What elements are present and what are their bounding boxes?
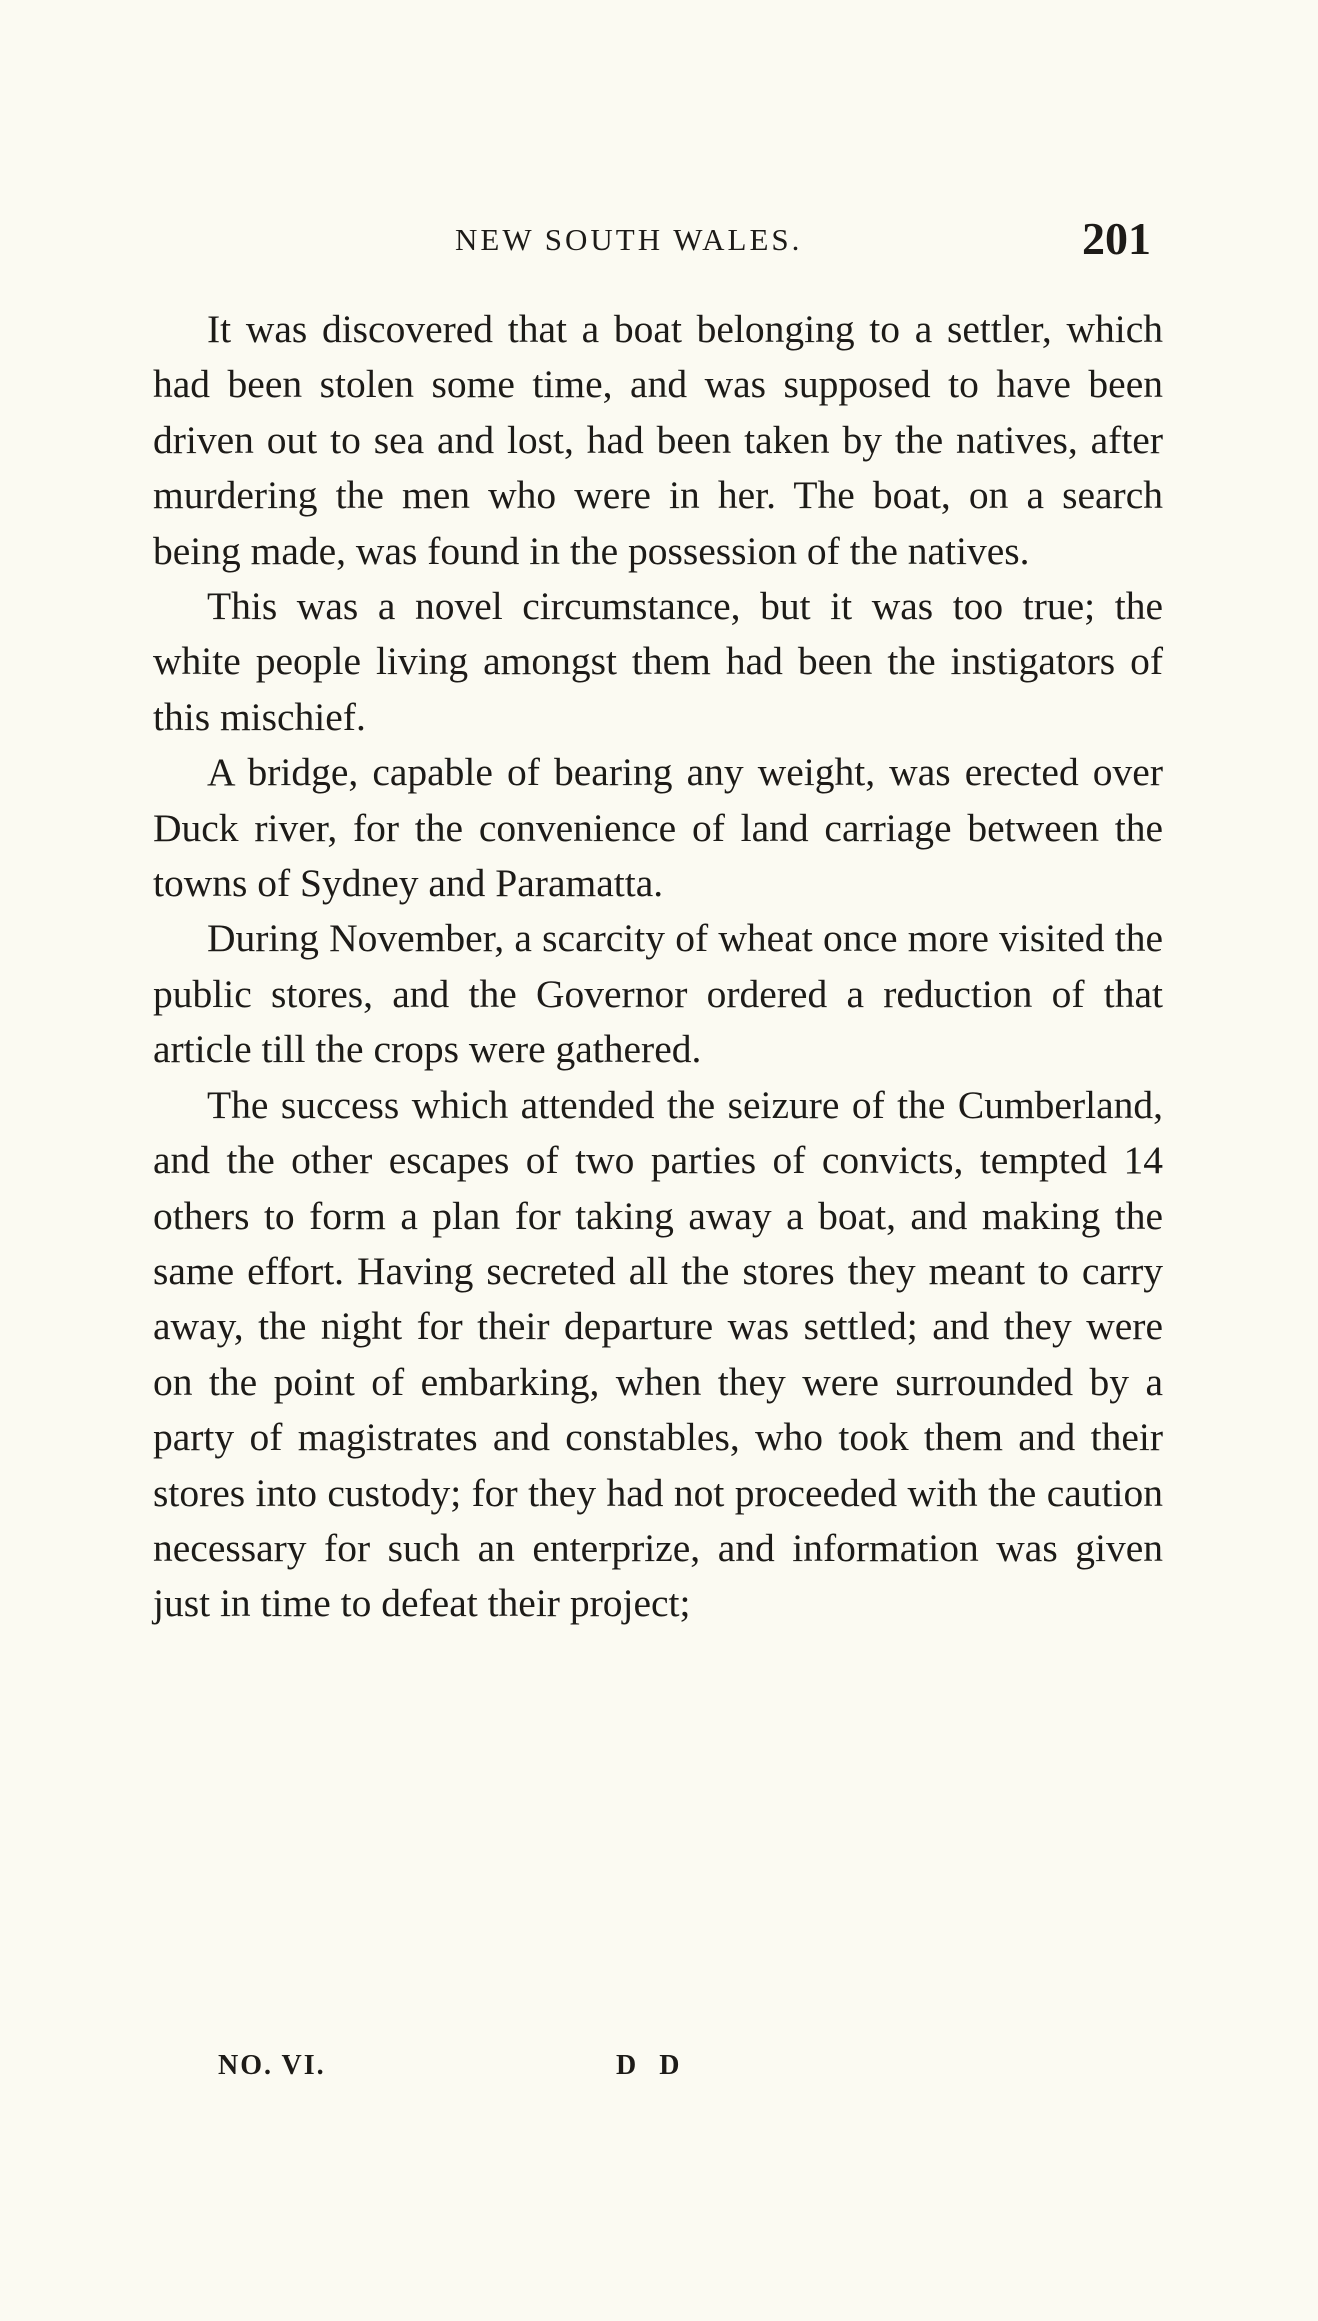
paragraph-convict-escape: The success which attended the seizure of the Cumberland, and the other escapes of two parties of convicts, tempted 14 others to form a plan for taking away a boat, and making the same effort. Having secreted all the stores they meant to carry away, the night for their departure was settled; and they were on the point of embarking, when they were surrounded by a party of magistrates and constables, who took them and their stores into custody; for they had not proceeded with the caution necessary for such an enterprize, and information was given just in time to defeat their project; (153, 1082, 1163, 1626)
footer-signature-mark: D D (616, 2050, 688, 2081)
body-text (153, 302, 1163, 1632)
page-footer (0, 2050, 1318, 2090)
running-head-title: NEW SOUTH WALES. (455, 222, 803, 257)
paragraph-novel-circumstance: This was a novel circumstance, but it was too true; the white people living amongst them had been the instigators of this mischief. (153, 584, 1163, 739)
running-head (0, 212, 1318, 272)
page-number: 201 (1082, 213, 1151, 264)
paragraph-bridge: A bridge, capable of bearing any weight, was erected over Duck river, for the convenience of land carriage between the towns of Sydney and Paramatta. (153, 750, 1163, 906)
footer-signature: NO. VI. (218, 2050, 326, 2081)
paragraph-boat-discovered: It was discovered that a boat belonging to a settler, which had been stolen some time, and was supposed to have been driven out to sea and lost, had been taken by the natives, after murdering the men who were in her. The boat, on a search being made, was found in the possession of the natives. (153, 307, 1163, 573)
paragraph-wheat-scarcity: During November, a scarcity of wheat once more visited the public stores, and the Governor ordered a reduction of that article till the crops were gathered. (153, 916, 1163, 1072)
